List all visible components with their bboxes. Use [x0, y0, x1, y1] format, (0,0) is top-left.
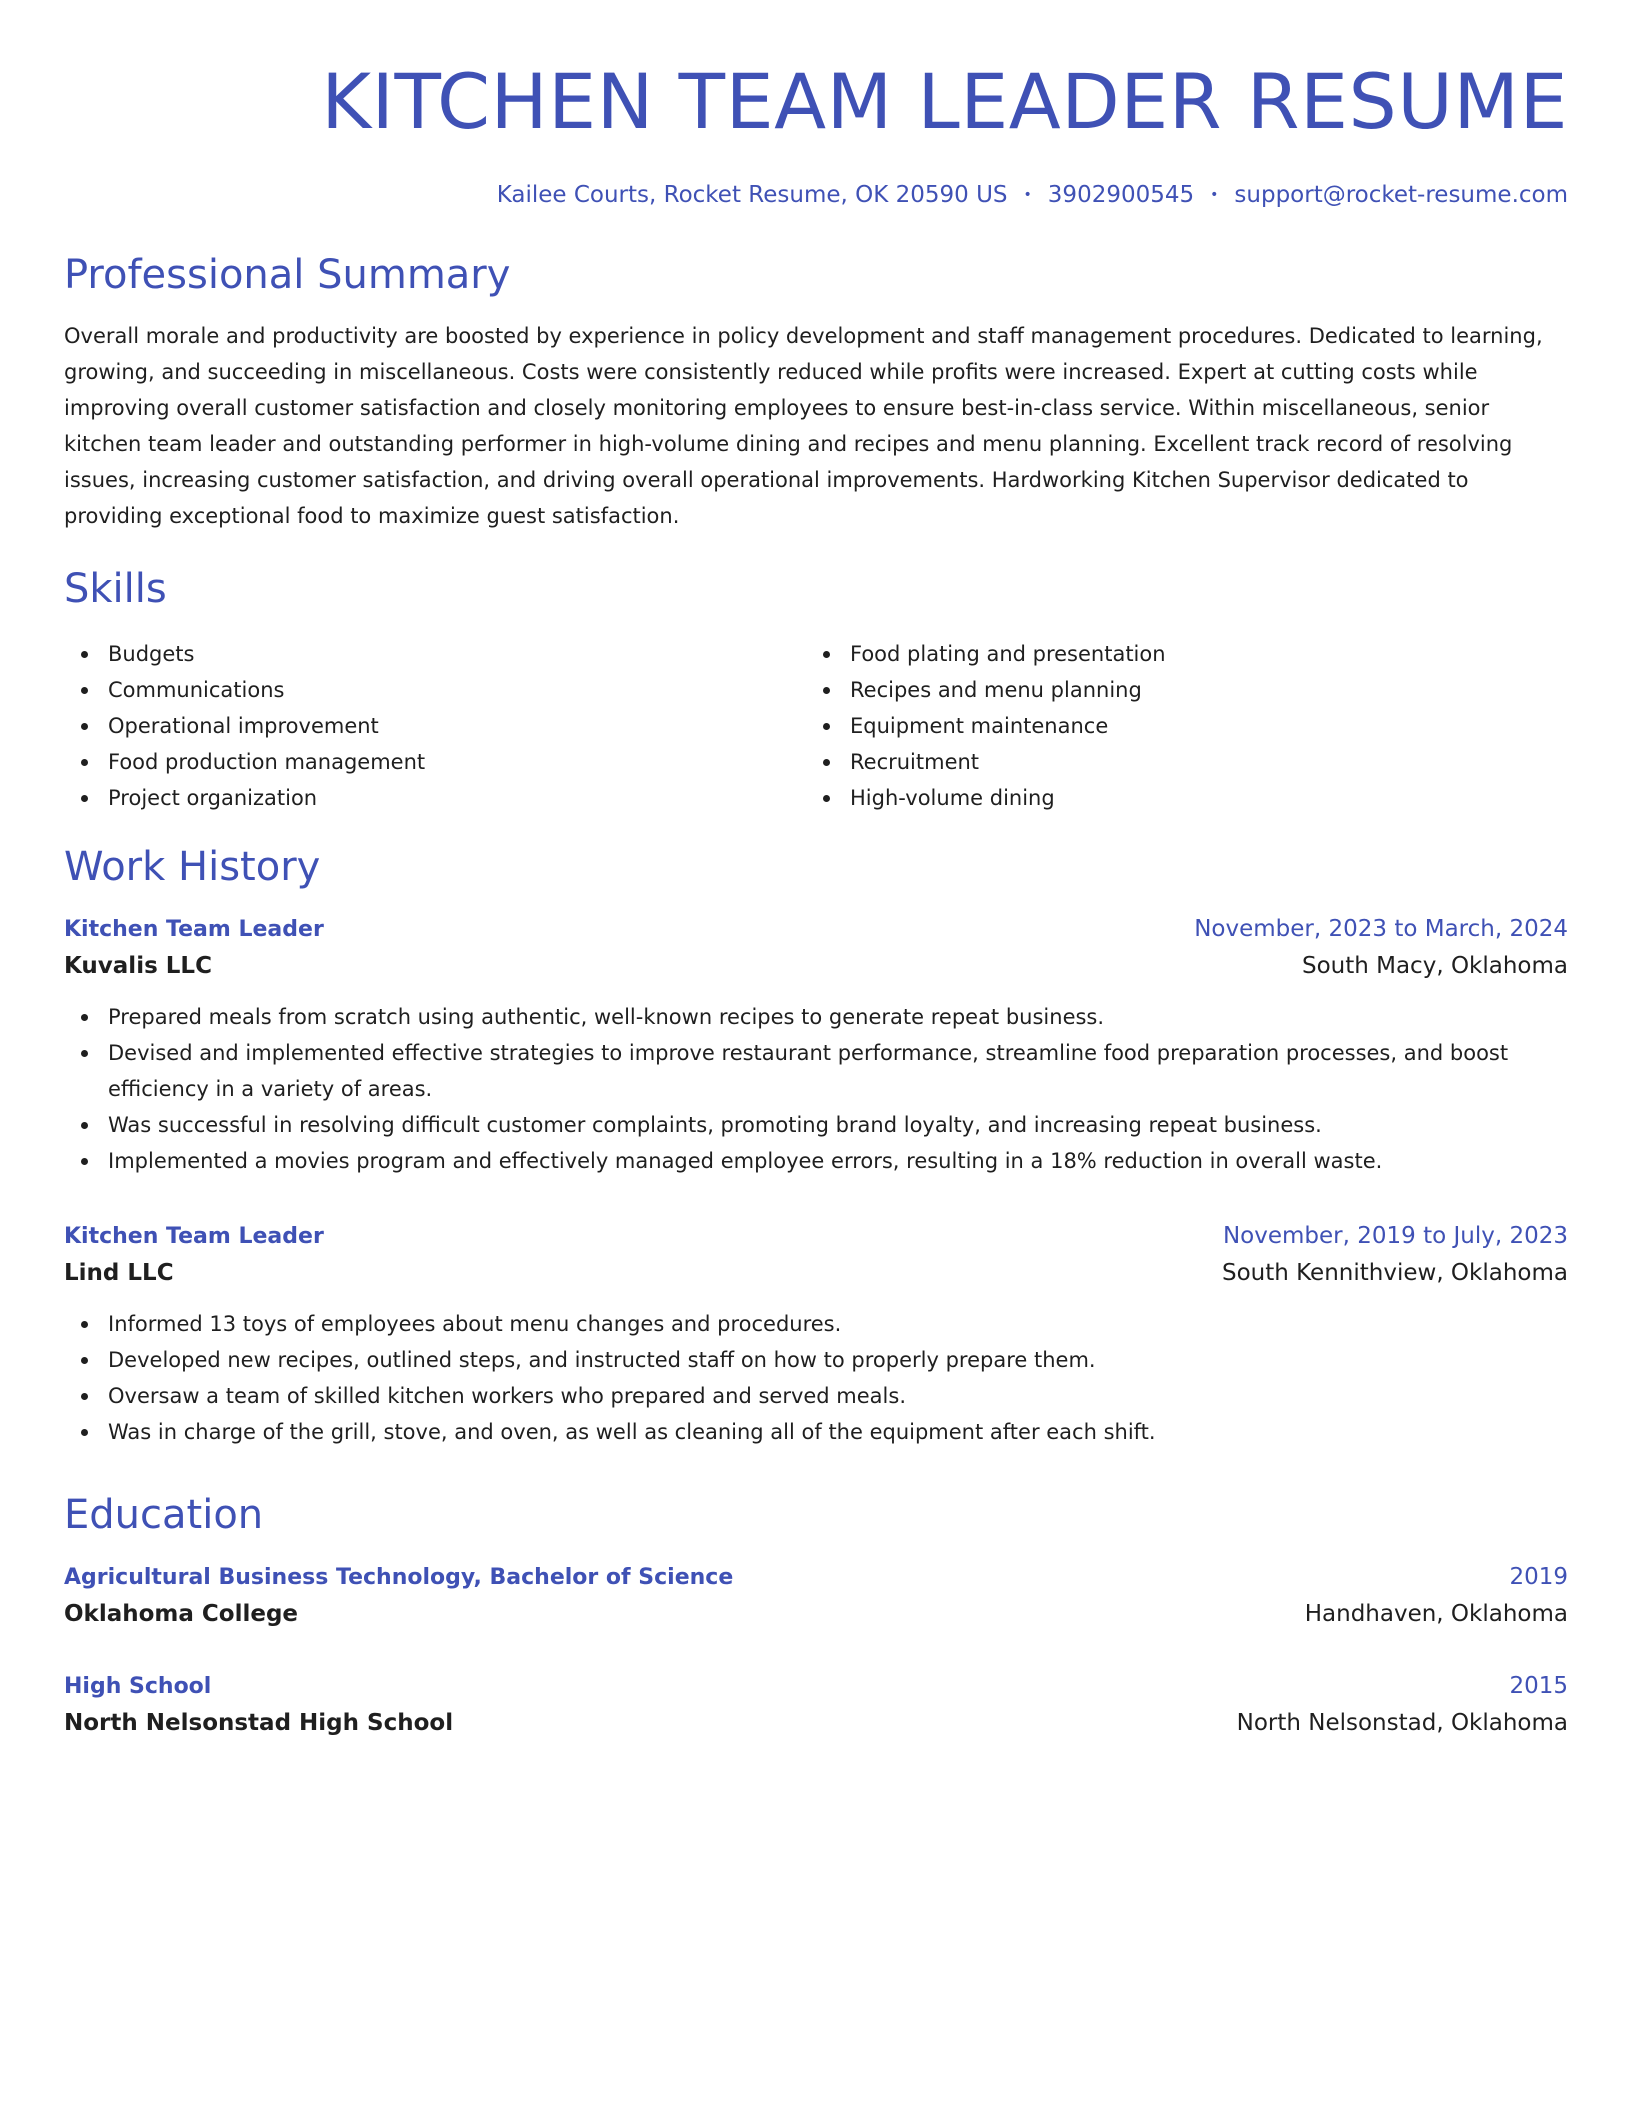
job-bullet-text: Was in charge of the grill, stove, and oven, as well as cleaning all of the equipment after each shift. [108, 1420, 1156, 1444]
bullet-icon [823, 723, 830, 730]
education-degree-row [64, 1560, 1568, 1595]
bullet-icon [823, 651, 830, 658]
job-role: Kitchen Team Leader [64, 917, 324, 942]
education-year: 2015 [1509, 1673, 1568, 1699]
skill-label: Recipes and menu planning [850, 678, 1142, 702]
work-history-heading: Work History [64, 844, 321, 890]
education-degree: Agricultural Business Technology, Bachelor of Science [64, 1565, 734, 1590]
bullet-icon [81, 723, 88, 730]
bullet-icon [81, 1122, 88, 1129]
contact-email[interactable]: support@rocket-resume.com [1234, 182, 1568, 208]
job-dates: November, 2023 to March, 2024 [1194, 916, 1568, 942]
contact-phone: 3902900545 [1047, 182, 1195, 208]
job-bullet-text: Implemented a movies program and effectively managed employee errors, resulting in a 18% reduction in overall waste. [108, 1149, 1383, 1173]
skills-column-right [806, 636, 1548, 816]
job-bullet-text: Devised and implemented effective strategies to improve restaurant performance, streamline food preparation processes, and boost efficiency in a variety of areas. [108, 1041, 1509, 1101]
skill-item [806, 780, 1548, 816]
education-location: North Nelsonstad, Oklahoma [1236, 1710, 1568, 1736]
resume-header [64, 0, 1568, 210]
job-bullets [64, 1306, 1568, 1450]
job-company: Lind LLC [64, 1260, 174, 1286]
job-location: South Macy, Oklahoma [1301, 953, 1568, 979]
job-bullet [64, 1378, 1568, 1414]
education-school: North Nelsonstad High School [64, 1710, 454, 1736]
bullet-icon [823, 687, 830, 694]
education-year: 2019 [1509, 1564, 1568, 1590]
skill-label: Project organization [108, 786, 318, 810]
bullet-icon [823, 759, 830, 766]
resume-page [64, 0, 1568, 1742]
skill-label: Food production management [108, 750, 426, 774]
education-school-row [64, 1595, 1568, 1633]
job-company-row [64, 1254, 1568, 1292]
contact-separator: • [1210, 187, 1219, 203]
job-title-row [64, 912, 1568, 947]
job-bullet [64, 1035, 1568, 1107]
education-school-row [64, 1704, 1568, 1742]
job-bullet-text: Prepared meals from scratch using authentic, well-known recipes to generate repeat business. [108, 1005, 1105, 1029]
skill-label: Operational improvement [108, 714, 379, 738]
contact-separator: • [1023, 187, 1032, 203]
education-entry [64, 1560, 1568, 1633]
job-bullet [64, 999, 1568, 1035]
job-bullets [64, 999, 1568, 1179]
job-bullet [64, 1342, 1568, 1378]
skill-label: High-volume dining [850, 786, 1055, 810]
skill-item [806, 672, 1548, 708]
bullet-icon [81, 795, 88, 802]
bullet-icon [81, 1393, 88, 1400]
job-bullet-text: Developed new recipes, outlined steps, and instructed staff on how to properly prepare them. [108, 1348, 1096, 1372]
job-entry [64, 1219, 1568, 1450]
job-company-row [64, 947, 1568, 985]
job-bullet-text: Was successful in resolving difficult customer complaints, promoting brand loyalty, and increasing repeat business. [108, 1113, 1322, 1137]
summary-text: Overall morale and productivity are boosted by experience in policy development and staff management procedures. Dedicated to learning, growing, and succeeding in miscellaneous. Costs were consistently reduced while profits were increased. Expert at cutting costs while improving overall customer satisfaction and closely monitoring employees to ensure best-in-class service. Within miscellaneous, senior kitchen team leader and outstanding performer in high-volume dining and recipes and menu planning. Excellent track record of resolving issues, increasing customer satisfaction, and driving overall operational improvements. Hardworking Kitchen Supervisor dedicated to providing exceptional food to maximize guest satisfaction. [64, 324, 1543, 528]
education-degree: High School [64, 1674, 212, 1699]
job-bullet [64, 1143, 1568, 1179]
skill-label: Recruitment [850, 750, 980, 774]
skill-label: Communications [108, 678, 285, 702]
bullet-icon [81, 1429, 88, 1436]
skill-item [64, 636, 806, 672]
bullet-icon [81, 1321, 88, 1328]
job-title-row [64, 1219, 1568, 1254]
education-school: Oklahoma College [64, 1601, 299, 1627]
bullet-icon [81, 1158, 88, 1165]
bullet-icon [81, 1014, 88, 1021]
bullet-icon [81, 687, 88, 694]
summary-heading: Professional Summary [64, 252, 511, 298]
skill-item [64, 672, 806, 708]
skill-label: Budgets [108, 642, 195, 666]
job-bullet [64, 1306, 1568, 1342]
skill-item [806, 636, 1548, 672]
job-company: Kuvalis LLC [64, 953, 212, 979]
resume-title: KITCHEN TEAM LEADER RESUME [321, 57, 1568, 146]
bullet-icon [81, 1050, 88, 1057]
job-entry [64, 912, 1568, 1179]
skills-column-left [64, 636, 806, 816]
job-bullet [64, 1107, 1568, 1143]
bullet-icon [81, 651, 88, 658]
skill-item [806, 744, 1548, 780]
skill-label: Equipment maintenance [850, 714, 1109, 738]
skills-grid [64, 636, 1568, 816]
skill-item [64, 780, 806, 816]
bullet-icon [81, 1357, 88, 1364]
education-location: Handhaven, Oklahoma [1304, 1601, 1568, 1627]
contact-line [64, 180, 1568, 210]
job-bullet-text: Oversaw a team of skilled kitchen workers who prepared and served meals. [108, 1384, 906, 1408]
contact-address: Kailee Courts, Rocket Resume, OK 20590 US [496, 182, 1008, 208]
education-degree-row [64, 1669, 1568, 1704]
skill-item [806, 708, 1548, 744]
skill-item [64, 708, 806, 744]
job-bullet-text: Informed 13 toys of employees about menu changes and procedures. [108, 1312, 842, 1336]
education-entry [64, 1669, 1568, 1742]
job-role: Kitchen Team Leader [64, 1224, 324, 1249]
education-heading: Education [64, 1492, 264, 1538]
job-dates: November, 2019 to July, 2023 [1222, 1223, 1568, 1249]
bullet-icon [81, 759, 88, 766]
skill-label: Food plating and presentation [850, 642, 1166, 666]
skill-item [64, 744, 806, 780]
job-bullet [64, 1414, 1568, 1450]
skills-heading: Skills [64, 566, 167, 612]
job-location: South Kennithview, Oklahoma [1221, 1260, 1568, 1286]
bullet-icon [823, 795, 830, 802]
